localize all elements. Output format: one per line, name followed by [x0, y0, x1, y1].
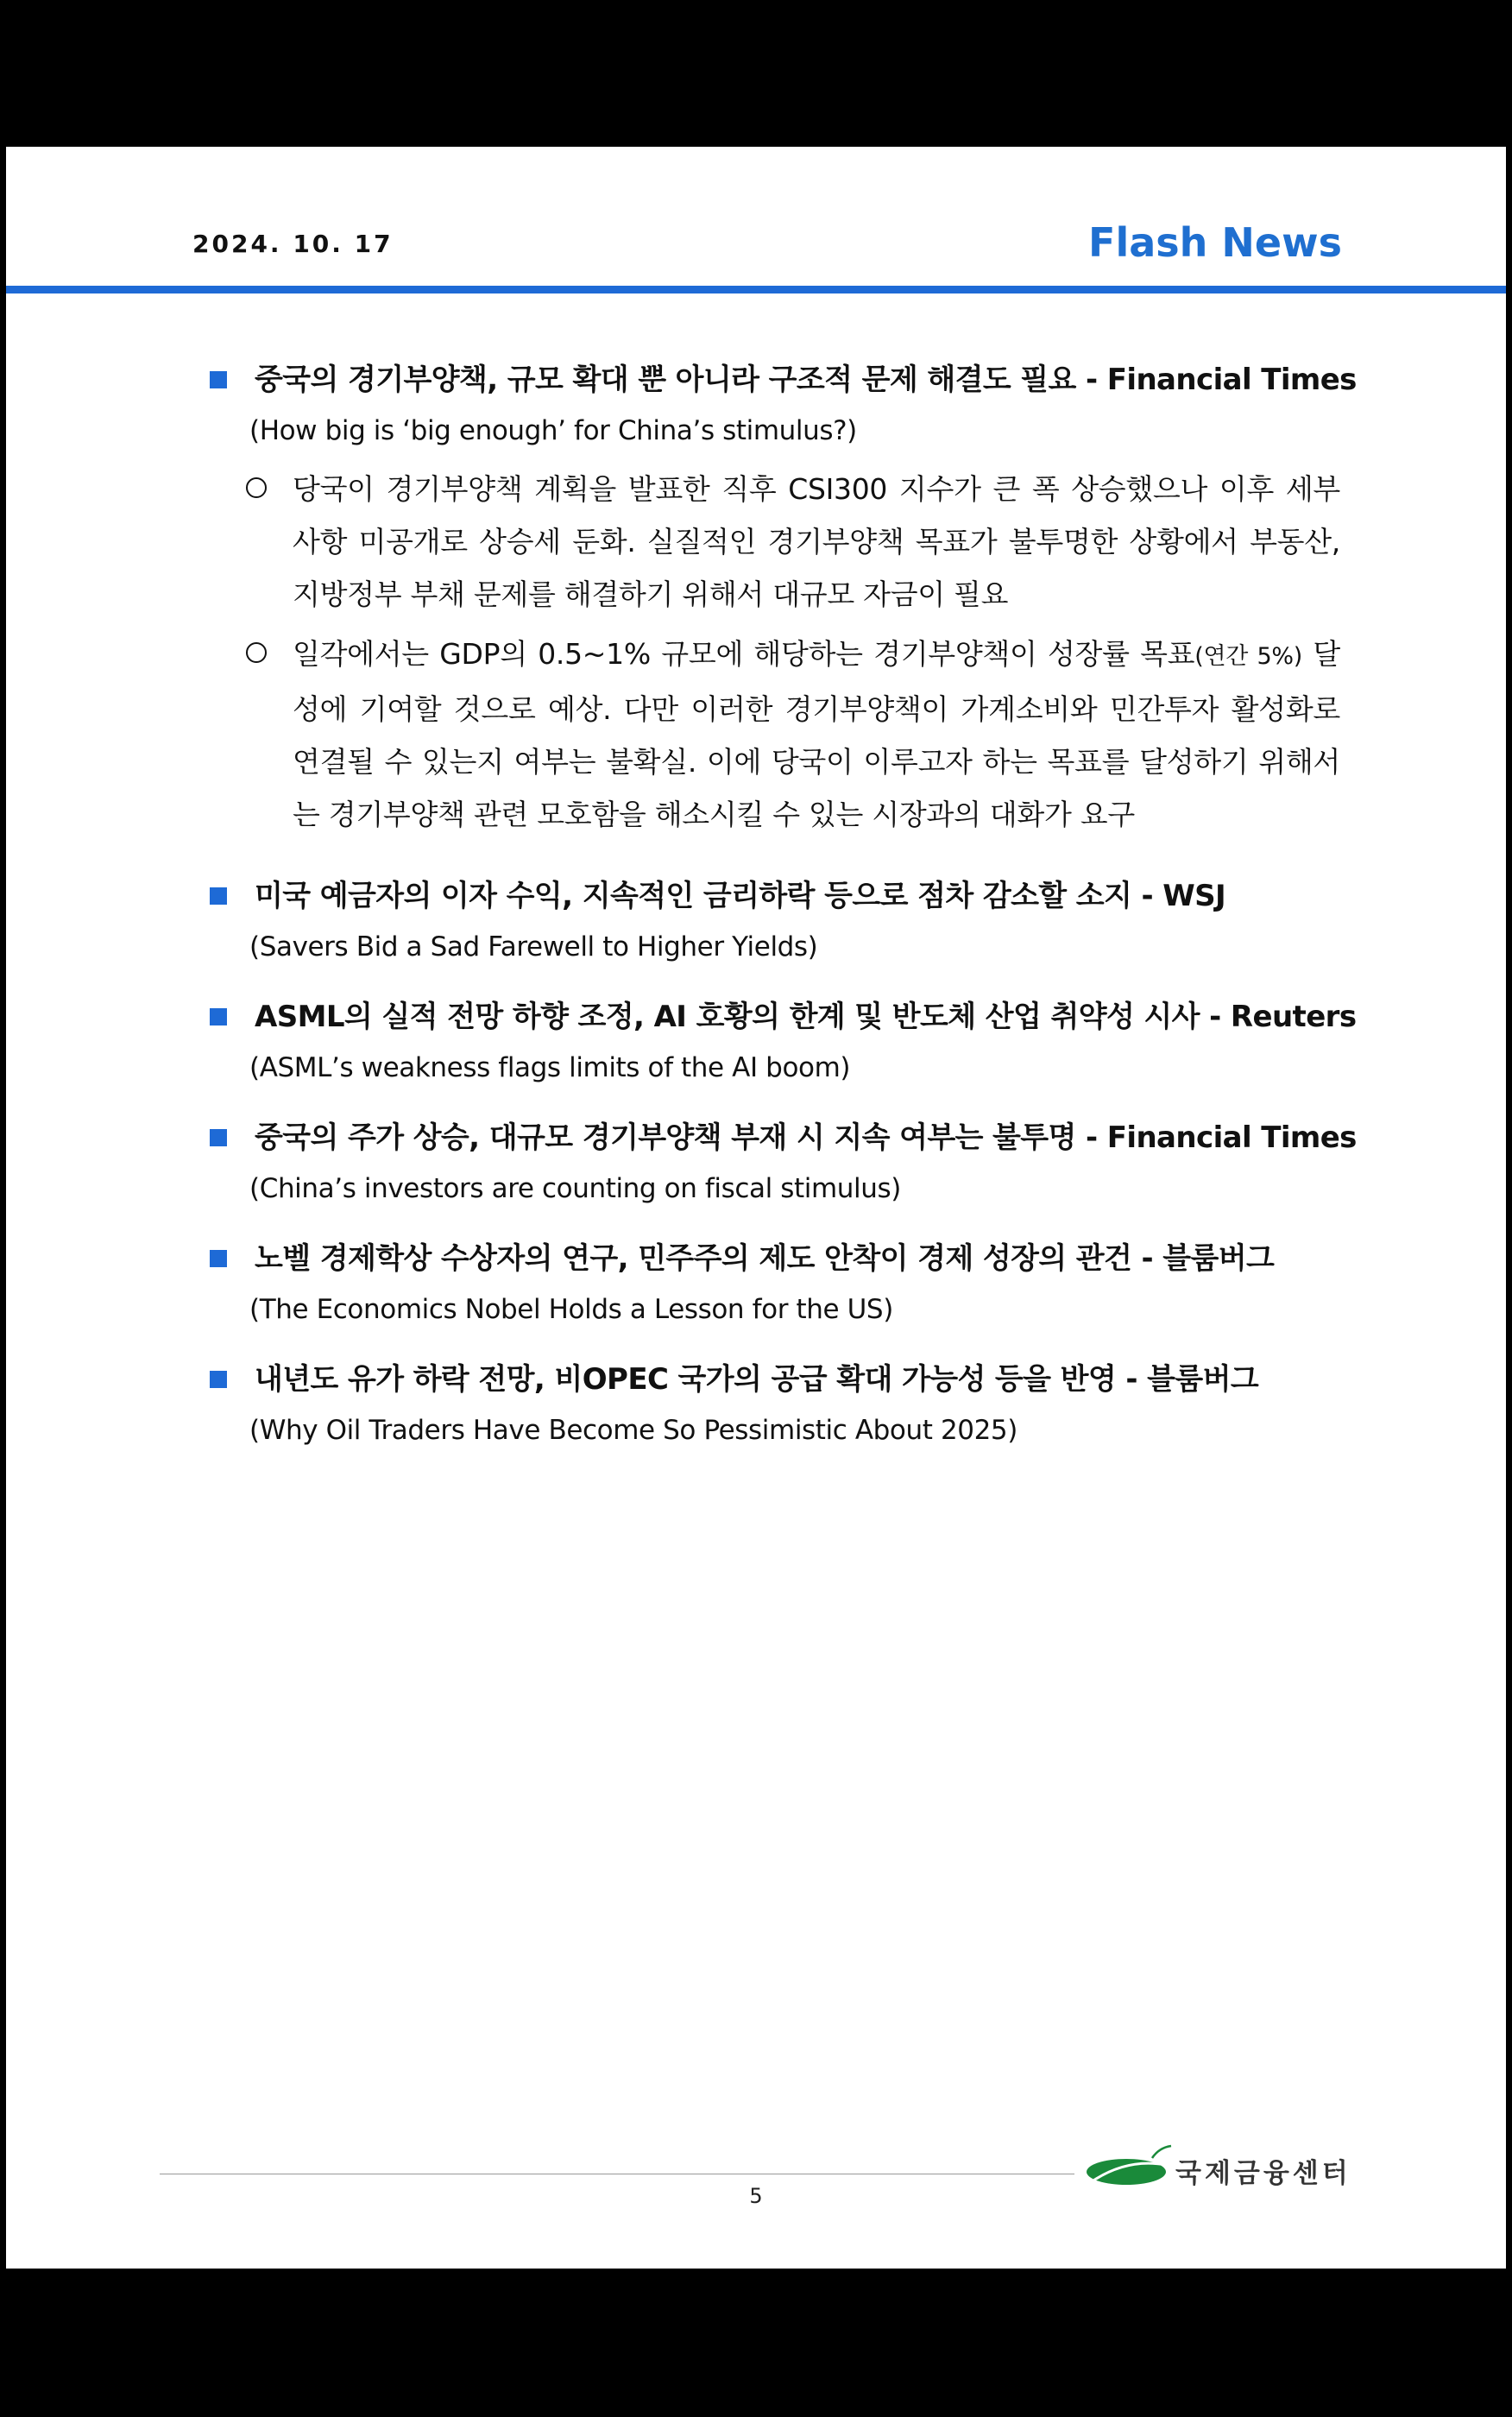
article-title: 중국의 주가 상승, 대규모 경기부양책 부재 시 지속 여부는 불투명 - Financial Times	[255, 1120, 1357, 1155]
square-bullet-icon	[210, 887, 227, 905]
circle-bullet-icon	[246, 642, 267, 663]
header-rule	[6, 286, 1506, 293]
article-title: 내년도 유가 하락 전망, 비OPEC 국가의 공급 확대 가능성 등을 반영 - 블룸버그	[255, 1362, 1259, 1397]
article-subtitle: (Savers Bid a Sad Farewell to Higher Yields)	[249, 931, 818, 962]
page-number: 5	[749, 2184, 763, 2208]
org-name: 국제금융센터	[1175, 2158, 1351, 2189]
article-item	[201, 1112, 1357, 1214]
bullet-text: 당국이 경기부양책 계획을 발표한 직후 CSI300 지수가 큰 폭 상승했으나 이후 세부 사항 미공개로 상승세 둔화. 실질적인 경기부양책 목표가 불투명한 상황에서 부동산, 지방정부 부채 문제를 해결하기 위해서 대규모 자금이 필요	[293, 472, 1340, 611]
brand-title: Flash News	[1088, 219, 1342, 266]
square-bullet-icon	[210, 1129, 227, 1146]
square-bullet-icon	[210, 1371, 227, 1388]
article-bullet	[201, 463, 1340, 621]
article-item	[201, 1354, 1340, 1455]
article-headline	[201, 1354, 1340, 1405]
article-list	[201, 354, 1357, 1455]
article-title: 미국 예금자의 이자 수익, 지속적인 금리하락 등으로 점차 감소할 소지 - WSJ	[255, 879, 1226, 913]
article-headline	[201, 991, 1357, 1043]
article-subtitle: (Why Oil Traders Have Become So Pessimistic About 2025)	[249, 1415, 1017, 1446]
report-date: 2024. 10. 17	[192, 230, 394, 258]
article-subtitle: (China’s investors are counting on fiscal stimulus)	[249, 1173, 901, 1204]
square-bullet-icon	[210, 1250, 227, 1267]
circle-bullet-icon	[246, 477, 267, 498]
article-headline	[201, 1112, 1357, 1164]
article-item	[201, 991, 1357, 1093]
article-title: ASML의 실적 전망 하향 조정, AI 호황의 한계 및 반도체 산업 취약성 시사 - Reuters	[255, 1000, 1357, 1034]
square-bullet-icon	[210, 1008, 227, 1025]
square-bullet-icon	[210, 371, 227, 388]
bullet-text-cont: 달성에 기여할 것으로 예상. 다만 이러한 경기부양책이 가계소비와 민간투자 활성화로 연결될 수 있는지 여부는 불확실. 이에 당국이 이루고자 하는 목표를 달성하기 위해서는 경기부양책 관련 모호함을 해소시킬 수 있는 시장과의 대화가 요구	[293, 637, 1340, 831]
article-title: 노벨 경제학상 수상자의 연구, 민주주의 제도 안착이 경제 성장의 관건 - 블룸버그	[255, 1241, 1275, 1276]
bullet-note: (연간 5%)	[1194, 643, 1303, 670]
article-item	[201, 1233, 1340, 1335]
article-headline	[201, 1233, 1340, 1284]
article-headline	[201, 354, 1357, 406]
article-title: 중국의 경기부양책, 규모 확대 뿐 아니라 구조적 문제 해결도 필요 - Financial Times	[255, 363, 1357, 397]
article-subtitle: (How big is ‘big enough’ for China’s stimulus?)	[249, 415, 857, 446]
article-item	[201, 870, 1340, 972]
bullet-text: 일각에서는 GDP의 0.5~1% 규모에 해당하는 경기부양책이 성장률 목표	[293, 637, 1195, 671]
article-subtitle: (ASML’s weakness flags limits of the AI boom)	[249, 1052, 851, 1083]
article-subtitle: (The Economics Nobel Holds a Lesson for the US)	[249, 1294, 893, 1325]
document-page	[6, 147, 1506, 2269]
article-item	[201, 354, 1357, 841]
article-bullet	[201, 628, 1340, 841]
article-headline	[201, 870, 1340, 922]
